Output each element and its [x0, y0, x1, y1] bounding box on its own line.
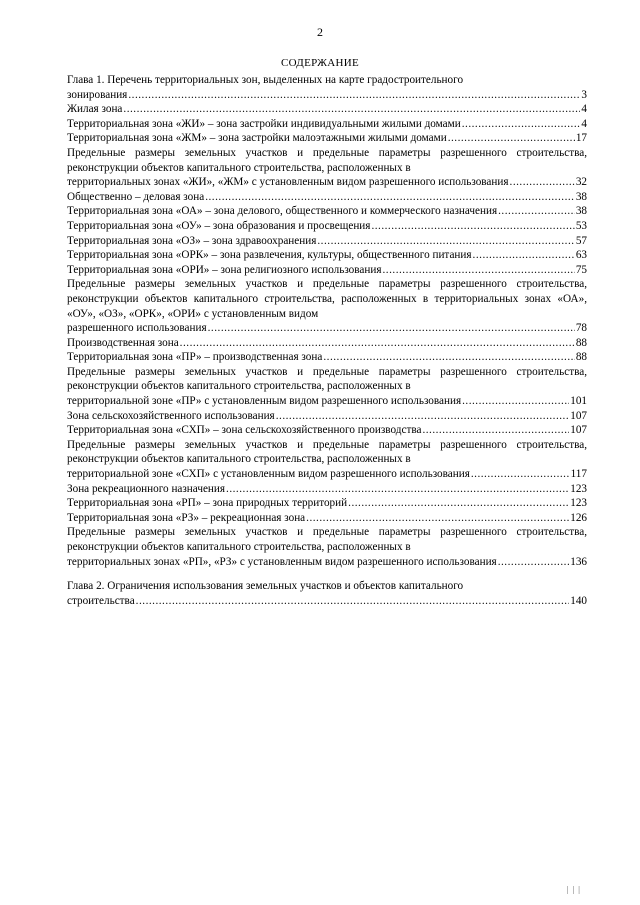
- toc-entry-text: Предельные размеры земельных участков и предельные параметры разрешенного строительства, реконструкции объектов капитального строительства, расположенных в территориальных зонах «ОА», «ОУ», «ОЗ», «ОРК», «ОРИ» с установленным видом: [67, 278, 587, 320]
- toc-dot-leader: [226, 482, 569, 497]
- toc-dot-leader: [510, 175, 575, 190]
- toc-entry-line: [67, 423, 587, 438]
- toc-entry-title: строительства: [67, 594, 135, 607]
- toc-entry[interactable]: [67, 234, 587, 249]
- toc-entry-title: Территориальная зона «ОЗ» – зона здравоохранения: [67, 234, 317, 247]
- toc-entry[interactable]: [67, 409, 587, 424]
- toc-entry-text: Глава 1. Перечень территориальных зон, выделенных на карте градостроительного: [67, 74, 464, 86]
- toc-entry[interactable]: [67, 277, 587, 335]
- toc-entry-title: Зона рекреационного назначения: [67, 482, 226, 495]
- toc-entry[interactable]: [67, 423, 587, 438]
- toc-entry-text: Глава 2. Ограничения использования земельных участков и объектов капитального: [67, 580, 464, 593]
- toc-page-number: 38: [575, 190, 587, 203]
- toc-dot-leader: [128, 88, 580, 103]
- toc-entry-title: Территориальная зона «ЖМ» – зона застройки малоэтажными жилыми домами: [67, 132, 447, 145]
- toc-entry-title: зонирования: [67, 88, 128, 101]
- toc-page-number: 63: [575, 249, 587, 262]
- toc-dot-leader: [498, 204, 575, 219]
- toc-dot-leader: [323, 350, 574, 365]
- toc-entry-line: [67, 190, 587, 205]
- toc-page-number: 57: [575, 234, 587, 247]
- toc-entry[interactable]: [67, 263, 587, 278]
- toc-dot-leader: [498, 555, 570, 570]
- toc-entry-line: [67, 594, 587, 609]
- toc-entry-line: [67, 555, 587, 570]
- toc-dot-leader: [471, 467, 570, 482]
- toc-dot-leader: [448, 131, 575, 146]
- toc-entry-line: [67, 131, 587, 146]
- toc-entry[interactable]: [67, 350, 587, 365]
- toc-entry-title: территориальной зоне «ПР» с установленным видом разрешенного использования: [67, 395, 462, 408]
- toc-page-number: 75: [575, 263, 587, 276]
- toc-dot-leader: [371, 219, 574, 234]
- toc-entry-title: Территориальная зона «ОУ» – зона образования и просвещения: [67, 219, 371, 232]
- toc-entry-line: [67, 102, 587, 117]
- toc-entry-line: [67, 394, 587, 409]
- toc-entry-line: [67, 204, 587, 219]
- toc-page-number: 4: [581, 117, 587, 130]
- toc-page-number: 53: [575, 219, 587, 232]
- toc-page-number: 107: [570, 409, 587, 422]
- toc-entry-title: разрешенного использования: [67, 322, 207, 335]
- toc-entry-title: Территориальная зона «ЖИ» – зона застройки индивидуальными жилыми домами: [67, 117, 461, 130]
- toc-page-number: 88: [575, 351, 587, 364]
- toc-entry-text: Предельные размеры земельных участков и предельные параметры разрешенного строительства, реконструкции объектов капитального строительства, расположенных в: [67, 365, 587, 393]
- toc-entry-title: Территориальная зона «РЗ» – рекреационная зона: [67, 511, 306, 524]
- toc-entry-text: Предельные размеры земельных участков и предельные параметры разрешенного строительства, реконструкции объектов капитального строительства, расположенных в: [67, 438, 587, 466]
- toc-entry-title: Общественно – деловая зона: [67, 190, 205, 203]
- toc-entry-title: территориальных зонах «РП», «РЗ» с установленным видом разрешенного использования: [67, 555, 497, 568]
- toc-dot-leader: [462, 394, 569, 409]
- toc-entry[interactable]: [67, 511, 587, 526]
- toc-entry-title: Территориальная зона «ОА» – зона делового, общественного и коммерческого назначения: [67, 205, 498, 218]
- page-number: 2: [317, 25, 323, 39]
- toc-entry-line: [67, 482, 587, 497]
- toc-entry-line: [67, 496, 587, 511]
- toc-entry-title: Территориальная зона «ОРИ» – зона религиозного использования: [67, 263, 382, 276]
- toc-entry-title: территориальной зоне «СХП» с установленным видом разрешенного использования: [67, 468, 470, 481]
- toc-entry[interactable]: [67, 496, 587, 511]
- toc-entry-line: [67, 336, 587, 351]
- toc-page-number: 126: [570, 511, 587, 524]
- toc-entry-line: [67, 117, 587, 132]
- toc-entry[interactable]: [67, 336, 587, 351]
- toc-dot-leader: [208, 321, 575, 336]
- toc-entry-title: Зона сельскохозяйственного использования: [67, 409, 275, 422]
- toc-dot-leader: [180, 336, 575, 351]
- toc-dot-leader: [306, 511, 569, 526]
- toc-entry[interactable]: [67, 117, 587, 132]
- toc-page-number: 101: [570, 395, 587, 408]
- toc-entry[interactable]: [67, 248, 587, 263]
- table-of-contents: [67, 73, 587, 608]
- toc-page-number: 3: [581, 88, 587, 101]
- toc-entry[interactable]: [67, 482, 587, 497]
- toc-entry[interactable]: [67, 190, 587, 205]
- toc-entry-line: [67, 467, 587, 482]
- toc-entry-line: [67, 234, 587, 249]
- toc-entry-title: Жилая зона: [67, 103, 123, 116]
- toc-dot-leader: [422, 423, 569, 438]
- toc-page-number: 17: [575, 132, 587, 145]
- toc-entry[interactable]: [67, 102, 587, 117]
- toc-dot-leader: [205, 190, 575, 205]
- toc-entry-text: Предельные размеры земельных участков и предельные параметры разрешенного строительства, реконструкции объектов капитального строительства, расположенных в: [67, 146, 587, 174]
- toc-entry-line: [67, 321, 587, 336]
- toc-dot-leader: [317, 234, 574, 249]
- toc-entry-title: территориальных зонах «ЖИ», «ЖМ» с установленным видом разрешенного использования: [67, 176, 509, 189]
- toc-entry-title: Территориальная зона «РП» – зона природных территорий: [67, 497, 348, 510]
- toc-page-number: 123: [570, 497, 587, 510]
- toc-entry[interactable]: [67, 525, 587, 569]
- toc-dot-leader: [348, 496, 569, 511]
- toc-entry-line: [67, 350, 587, 365]
- toc-entry[interactable]: [67, 146, 587, 190]
- toc-page-number: 32: [575, 176, 587, 189]
- toc-page-number: 117: [570, 468, 587, 481]
- toc-entry[interactable]: [67, 219, 587, 234]
- toc-page-number: 136: [570, 555, 587, 568]
- toc-entry-title: Производственная зона: [67, 336, 179, 349]
- toc-dot-leader: [276, 409, 570, 424]
- toc-entry[interactable]: [67, 73, 587, 102]
- toc-entry-line: [67, 219, 587, 234]
- toc-entry[interactable]: [67, 131, 587, 146]
- toc-page-number: 78: [575, 322, 587, 335]
- toc-entry-text: Предельные размеры земельных участков и предельные параметры разрешенного строительства, реконструкции объектов капитального строительства, расположенных в: [67, 526, 587, 553]
- toc-entry-line: [67, 175, 587, 190]
- document-title: СОДЕРЖАНИЕ: [280, 57, 360, 69]
- toc-entry-title: Территориальная зона «СХП» – зона сельскохозяйственного производства: [67, 424, 422, 437]
- toc-page-number: 123: [570, 482, 587, 495]
- toc-entry[interactable]: [67, 204, 587, 219]
- toc-page-number: 140: [570, 594, 587, 607]
- toc-dot-leader: [473, 248, 575, 263]
- toc-dot-leader: [383, 263, 575, 278]
- toc-entry-line: [67, 409, 587, 424]
- toc-entry-line: [67, 88, 587, 103]
- toc-entry-title: Территориальная зона «ПР» – производственная зона: [67, 351, 323, 364]
- toc-entry[interactable]: [67, 579, 587, 608]
- toc-dot-leader: [136, 594, 570, 609]
- toc-entry-line: [67, 263, 587, 278]
- toc-entry-title: Территориальная зона «ОРК» – зона развлечения, культуры, общественного питания: [67, 249, 472, 262]
- toc-entry-line: [67, 511, 587, 526]
- toc-page-number: 4: [581, 103, 587, 116]
- toc-entry[interactable]: [67, 438, 587, 482]
- toc-dot-leader: [123, 102, 580, 117]
- toc-page-number: 88: [575, 336, 587, 349]
- toc-dot-leader: [462, 117, 581, 132]
- toc-page-number: 107: [570, 424, 587, 437]
- toc-page-number: 38: [575, 205, 587, 218]
- toc-entry-line: [67, 248, 587, 263]
- page-footer-mark: | | |: [567, 885, 581, 894]
- toc-entry[interactable]: [67, 365, 587, 409]
